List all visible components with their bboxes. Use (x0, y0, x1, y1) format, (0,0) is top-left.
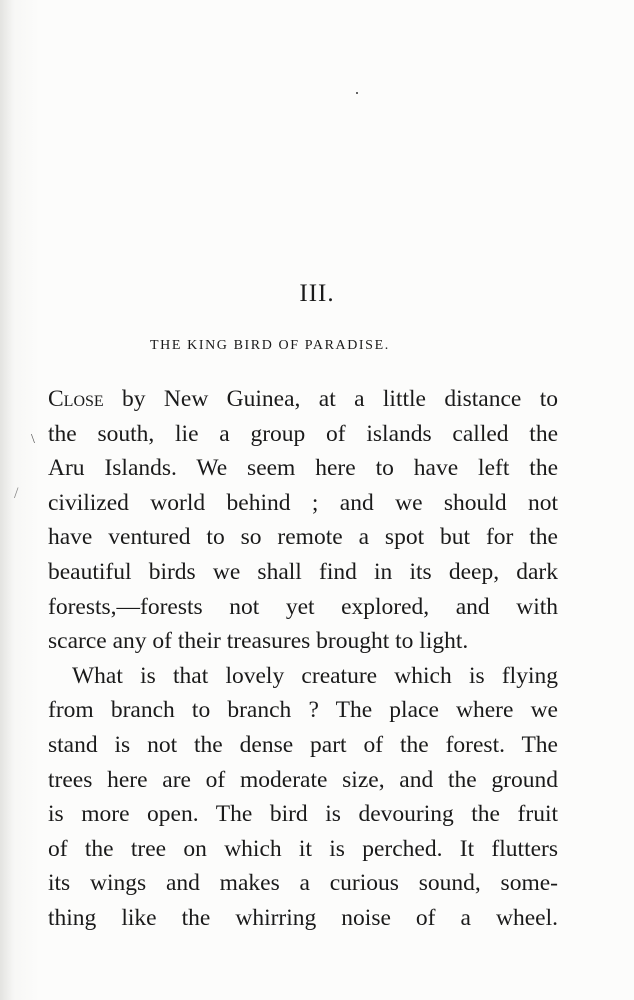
text-line (48, 382, 558, 417)
text-line: civilized world behind ; and we should not (48, 489, 558, 516)
text-line: trees here are of moderate size, and the ground (48, 766, 558, 793)
text-line: is more open. The bird is devouring the fruit (48, 801, 558, 828)
text-line-content: by New Guinea, at a little distance to (103, 386, 558, 412)
stray-mark: / (14, 485, 19, 502)
stray-mark: \ (31, 432, 35, 447)
text-line: forests,—forests not yet explored, and with (48, 593, 558, 620)
text-line: What is that lovely creature which is flying (72, 662, 558, 689)
chapter-number: III. (299, 280, 335, 307)
text-line: thing like the whirring noise of a wheel. (48, 904, 558, 931)
text-line: Aru Islands. We seem here to have left the (48, 455, 558, 482)
text-line: its wings and makes a curious sound, some- (48, 870, 558, 897)
text-line: scarce any of their treasures brought to light. (48, 628, 469, 655)
text-line: stand is not the dense part of the forest. The (48, 731, 558, 758)
text-line: from branch to branch ? The place where we (48, 697, 558, 724)
body-text (48, 382, 558, 936)
chapter-title: THE KING BIRD OF PARADISE. (150, 338, 390, 353)
text-line: the south, lie a group of islands called the (48, 420, 558, 447)
text-line: beautiful birds we shall find in its deep, dark (48, 558, 558, 585)
text-line: have ventured to so remote a spot but for the (48, 524, 558, 551)
speck (356, 92, 358, 94)
lead-word: Close (48, 386, 104, 412)
text-line: of the tree on which it is perched. It flutters (48, 835, 558, 862)
